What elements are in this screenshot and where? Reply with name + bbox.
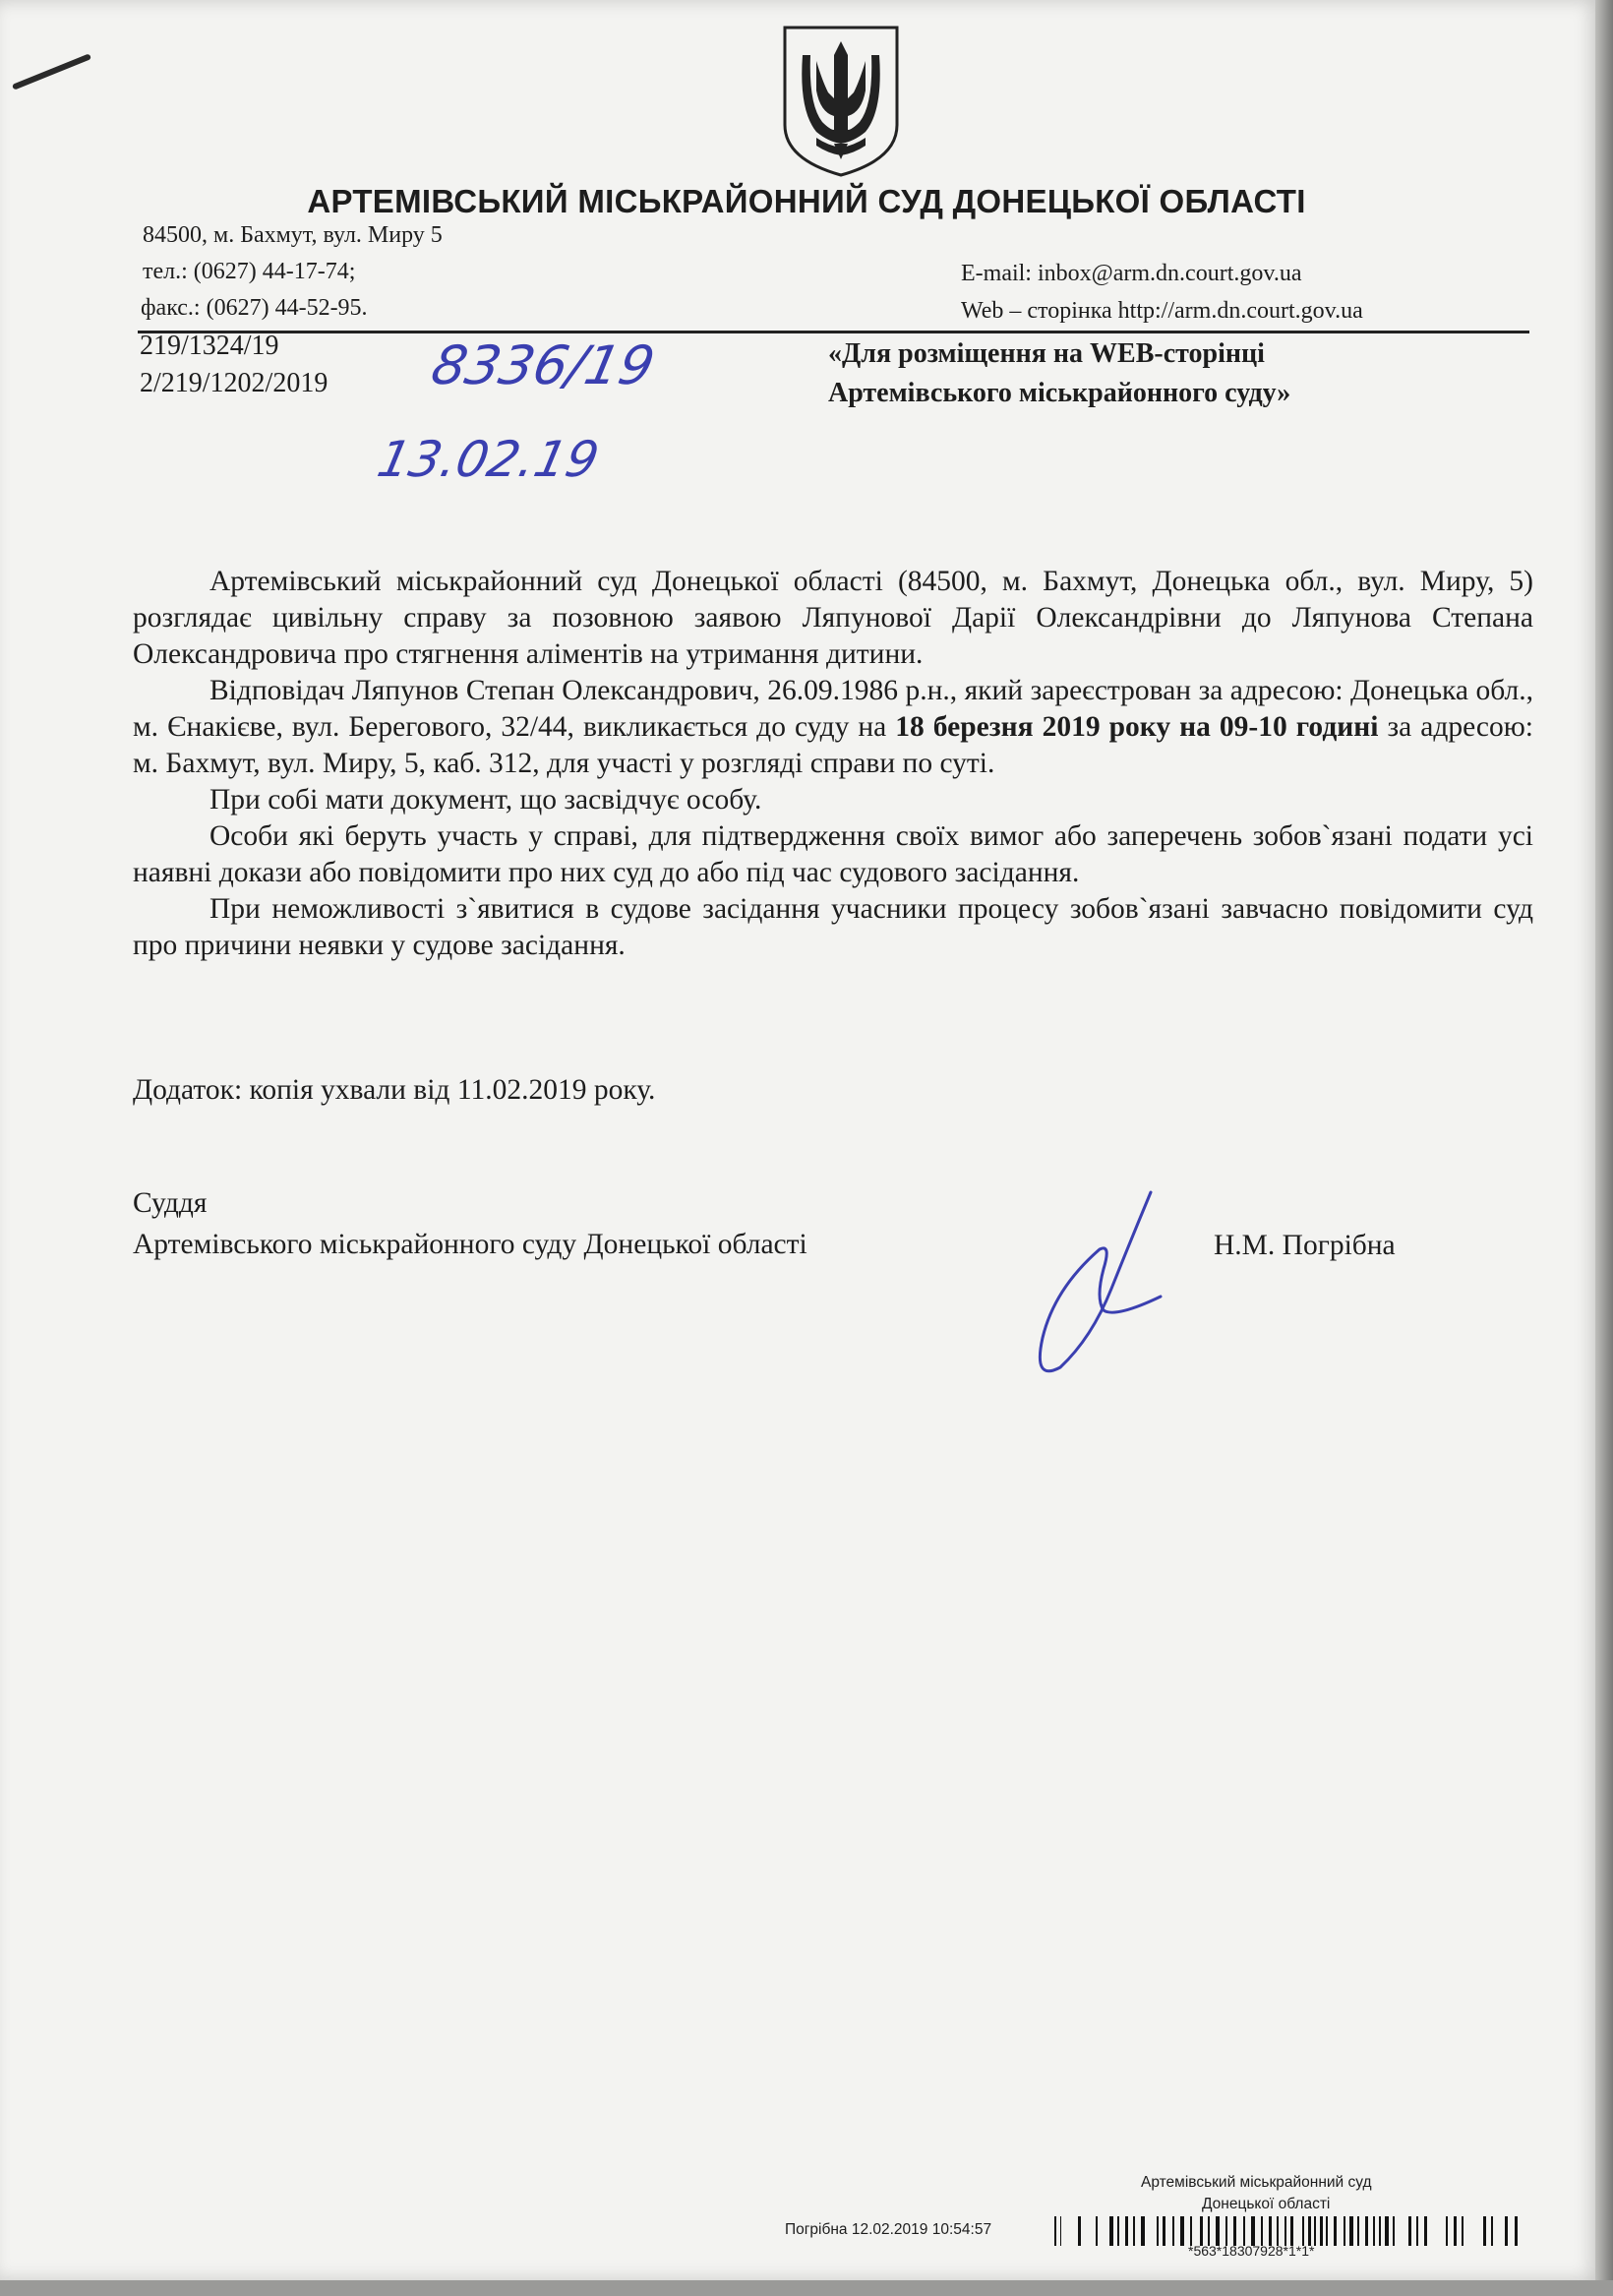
body-paragraph: Особи які беруть участь у справі, для підтвердження своїх вимог або заперечень зобов`язані подати усі наявні докази або повідомити про них суд до або під час судового засідання. (133, 820, 1533, 888)
signature-role-line1: Суддя (133, 1187, 208, 1219)
court-phone: тел.: (0627) 44-17-74; (143, 259, 356, 284)
scan-edge-right (1595, 0, 1613, 2296)
annex-line: Додаток: копія ухвали від 11.02.2019 року. (133, 1074, 656, 1106)
header-divider (138, 331, 1529, 333)
hearing-datetime: 18 березня 2019 року на 09-10 годині (895, 711, 1379, 743)
handwritten-signature (1013, 1180, 1190, 1377)
handwritten-reg-number: 8336/19 (426, 334, 661, 396)
court-fax: факс.: (0627) 44-52-95. (141, 295, 368, 321)
web-publication-note (828, 334, 1290, 413)
letter-body (133, 564, 1533, 964)
case-number-1: 219/1324/19 (140, 331, 279, 361)
barcode-number: *563*18307928*1*1* (1188, 2243, 1315, 2259)
barcode-icon (1052, 2216, 1523, 2246)
scan-edge-bottom (0, 2280, 1613, 2296)
signature-role-line2: Артемівського міськрайонного суду Донецької області (133, 1229, 807, 1260)
body-paragraph (133, 673, 1533, 782)
footer-stamp-org2: Донецької області (1202, 2196, 1331, 2212)
court-address: 84500, м. Бахмут, вул. Миру 5 (143, 222, 443, 248)
court-email: E-mail: inbox@arm.dn.court.gov.ua (961, 261, 1302, 286)
judge-name: Н.М. Погрібна (1214, 1230, 1396, 1261)
body-text-span: за адресою: м. Бахмут, вул. Миру, 5, каб. 312, для участі у розгляді справи по суті. (133, 711, 1533, 779)
web-note-line2: Артемівського міськрайонного суду» (828, 378, 1291, 408)
body-paragraph: При неможливості з`явитися в судове засідання учасники процесу зобов`язані завчасно повідомити суд про причини неявки у судове засідання. (133, 893, 1533, 961)
web-note-line1: «Для розміщення на WEB-сторінці (828, 338, 1265, 369)
footer-signer-time: Погрібна 12.02.2019 10:54:57 (785, 2221, 992, 2238)
footer-stamp-org1: Артемівський міськрайонний суд (1141, 2174, 1372, 2191)
court-website: Web – сторінка http://arm.dn.court.gov.ua (961, 298, 1363, 324)
case-number-2: 2/219/1202/2019 (140, 368, 329, 398)
court-title: АРТЕМІВСЬКИЙ МІСЬКРАЙОННИЙ СУД ДОНЕЦЬКОЇ ОБЛАСТІ (307, 183, 1306, 219)
body-paragraph: При собі мати документ, що засвідчує особу. (209, 784, 762, 816)
handwritten-date: 13.02.19 (372, 431, 604, 488)
body-text-span: Відповідач Ляпунов Степан Олександрович, 26.09.1986 р.н., який зареєстрован за адресою: Донецька обл., м. Єнакієве, вул. Берегового, 32/44, викликається до суду на (133, 675, 1533, 743)
body-paragraph: Артемівський міськрайонний суд Донецької області (84500, м. Бахмут, Донецька обл., вул. Миру, 5) розглядає цивільну справу за позовною заявою Ляпунової Дарії Олександрівни до Ляпунова Степана Олександровича про стягнення аліментів на утримання дитини. (133, 566, 1533, 670)
coat-of-arms-icon (777, 22, 905, 179)
signature-role (133, 1182, 807, 1265)
